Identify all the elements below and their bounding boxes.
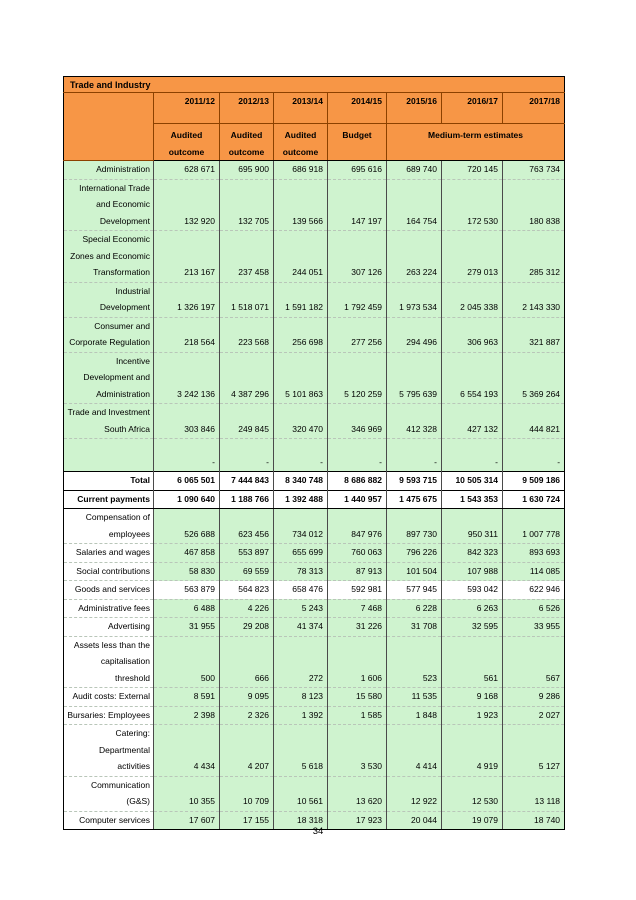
- year-header: 2014/15: [328, 93, 387, 124]
- cell-value: 279 013: [442, 231, 503, 283]
- cell-value: 8 591: [154, 688, 220, 707]
- cell-value: 666: [220, 636, 274, 688]
- cell-value: 950 311: [442, 509, 503, 544]
- row-label: Administration: [64, 161, 154, 180]
- table-title: Trade and Industry: [64, 77, 565, 93]
- cell-value: 5 618: [274, 725, 328, 777]
- cell-value: 9 168: [442, 688, 503, 707]
- cell-value: 720 145: [442, 161, 503, 180]
- cell-value: 29 208: [220, 618, 274, 637]
- cell-value: 218 564: [154, 317, 220, 352]
- cell-value: 1 188 766: [220, 490, 274, 509]
- cell-value: 32 595: [442, 618, 503, 637]
- table-row: [64, 161, 565, 180]
- cell-value: 10 505 314: [442, 472, 503, 491]
- table-row: [64, 562, 565, 581]
- cell-value: 1 606: [328, 636, 387, 688]
- cell-value: -: [387, 439, 442, 472]
- row-label: Current payments: [64, 490, 154, 509]
- row-label: Total: [64, 472, 154, 491]
- cell-value: 5 120 259: [328, 352, 387, 404]
- row-label: Consumer and Corporate Regulation: [64, 317, 154, 352]
- cell-value: 18 740: [503, 811, 565, 830]
- cell-value: 6 228: [387, 599, 442, 618]
- cell-value: 658 476: [274, 581, 328, 600]
- table-row: [64, 636, 565, 688]
- row-label: Goods and services: [64, 581, 154, 600]
- table-row: [64, 179, 565, 231]
- cell-value: 11 535: [387, 688, 442, 707]
- cell-value: 6 554 193: [442, 352, 503, 404]
- row-label: Bursaries: Employees: [64, 706, 154, 725]
- table-row: [64, 706, 565, 725]
- cell-value: 3 242 136: [154, 352, 220, 404]
- cell-value: 132 705: [220, 179, 274, 231]
- cell-value: 5 369 264: [503, 352, 565, 404]
- cell-value: 563 879: [154, 581, 220, 600]
- cell-value: 500: [154, 636, 220, 688]
- row-label: [64, 439, 154, 472]
- cell-value: 1 630 724: [503, 490, 565, 509]
- cell-value: 628 671: [154, 161, 220, 180]
- cell-value: 78 313: [274, 562, 328, 581]
- cell-value: 9 095: [220, 688, 274, 707]
- column-subheader: Budget: [328, 124, 387, 161]
- cell-value: 31 226: [328, 618, 387, 637]
- cell-value: 8 123: [274, 688, 328, 707]
- cell-value: 263 224: [387, 231, 442, 283]
- cell-value: 592 981: [328, 581, 387, 600]
- cell-value: 1 591 182: [274, 282, 328, 317]
- cell-value: 689 740: [387, 161, 442, 180]
- row-label: Salaries and wages: [64, 544, 154, 563]
- cell-value: 33 955: [503, 618, 565, 637]
- cell-value: 622 946: [503, 581, 565, 600]
- cell-value: 577 945: [387, 581, 442, 600]
- cell-value: 1 848: [387, 706, 442, 725]
- cell-value: 2 326: [220, 706, 274, 725]
- table-row: [64, 618, 565, 637]
- cell-value: 12 530: [442, 776, 503, 811]
- cell-value: 237 458: [220, 231, 274, 283]
- cell-value: 2 398: [154, 706, 220, 725]
- cell-value: 69 559: [220, 562, 274, 581]
- cell-value: 567: [503, 636, 565, 688]
- table-row: [64, 509, 565, 544]
- cell-value: 244 051: [274, 231, 328, 283]
- cell-value: 1 326 197: [154, 282, 220, 317]
- cell-value: 1 392 488: [274, 490, 328, 509]
- cell-value: 256 698: [274, 317, 328, 352]
- cell-value: 5 127: [503, 725, 565, 777]
- cell-value: 1 090 640: [154, 490, 220, 509]
- row-label: Assets less than the capitalisation threshold: [64, 636, 154, 688]
- cell-value: 4 919: [442, 725, 503, 777]
- year-header: 2011/12: [154, 93, 220, 124]
- cell-value: 686 918: [274, 161, 328, 180]
- cell-value: 8 340 748: [274, 472, 328, 491]
- year-header: 2015/16: [387, 93, 442, 124]
- cell-value: 172 530: [442, 179, 503, 231]
- year-header: 2016/17: [442, 93, 503, 124]
- cell-value: 346 969: [328, 404, 387, 439]
- row-label: Computer services: [64, 811, 154, 830]
- cell-value: 1 585: [328, 706, 387, 725]
- row-label: Administrative fees: [64, 599, 154, 618]
- cell-value: -: [154, 439, 220, 472]
- cell-value: 444 821: [503, 404, 565, 439]
- cell-value: 272: [274, 636, 328, 688]
- cell-value: 9 509 186: [503, 472, 565, 491]
- cell-value: 132 920: [154, 179, 220, 231]
- cell-value: 655 699: [274, 544, 328, 563]
- cell-value: 1 392: [274, 706, 328, 725]
- cell-value: 9 286: [503, 688, 565, 707]
- cell-value: 17 923: [328, 811, 387, 830]
- cell-value: 10 561: [274, 776, 328, 811]
- row-label: International Trade and Economic Development: [64, 179, 154, 231]
- cell-value: 87 913: [328, 562, 387, 581]
- cell-value: 1 543 353: [442, 490, 503, 509]
- cell-value: 6 263: [442, 599, 503, 618]
- cell-value: 12 922: [387, 776, 442, 811]
- cell-value: 734 012: [274, 509, 328, 544]
- cell-value: 10 709: [220, 776, 274, 811]
- cell-value: 13 118: [503, 776, 565, 811]
- cell-value: 285 312: [503, 231, 565, 283]
- row-label: Incentive Development and Administration: [64, 352, 154, 404]
- page-number: 34: [312, 826, 324, 837]
- row-label: Special Economic Zones and Economic Transformation: [64, 231, 154, 283]
- cell-value: 13 620: [328, 776, 387, 811]
- cell-value: 7 468: [328, 599, 387, 618]
- cell-value: -: [442, 439, 503, 472]
- cell-value: 523: [387, 636, 442, 688]
- table-row: [64, 725, 565, 777]
- cell-value: 3 530: [328, 725, 387, 777]
- cell-value: 147 197: [328, 179, 387, 231]
- cell-value: 564 823: [220, 581, 274, 600]
- cell-value: 695 900: [220, 161, 274, 180]
- table-row: [64, 490, 565, 509]
- cell-value: -: [328, 439, 387, 472]
- cell-value: 4 226: [220, 599, 274, 618]
- cell-value: 114 085: [503, 562, 565, 581]
- cell-value: 9 593 715: [387, 472, 442, 491]
- cell-value: 427 132: [442, 404, 503, 439]
- cell-value: 19 079: [442, 811, 503, 830]
- cell-value: 760 063: [328, 544, 387, 563]
- cell-value: 5 795 639: [387, 352, 442, 404]
- cell-value: 223 568: [220, 317, 274, 352]
- cell-value: 139 566: [274, 179, 328, 231]
- cell-value: 6 526: [503, 599, 565, 618]
- table-row: [64, 688, 565, 707]
- cell-value: 2 045 338: [442, 282, 503, 317]
- cell-value: 101 504: [387, 562, 442, 581]
- cell-value: 2 027: [503, 706, 565, 725]
- row-label: Audit costs: External: [64, 688, 154, 707]
- cell-value: 6 488: [154, 599, 220, 618]
- cell-value: 20 044: [387, 811, 442, 830]
- year-header: 2017/18: [503, 93, 565, 124]
- cell-value: 593 042: [442, 581, 503, 600]
- table-row: [64, 439, 565, 472]
- cell-value: 695 616: [328, 161, 387, 180]
- cell-value: 561: [442, 636, 503, 688]
- cell-value: 847 976: [328, 509, 387, 544]
- row-label: Social contributions: [64, 562, 154, 581]
- cell-value: 249 845: [220, 404, 274, 439]
- table-row: [64, 581, 565, 600]
- cell-value: 321 887: [503, 317, 565, 352]
- table-body: [64, 161, 565, 830]
- cell-value: 4 207: [220, 725, 274, 777]
- column-subheader: Audited outcome: [154, 124, 220, 161]
- cell-value: 213 167: [154, 231, 220, 283]
- cell-value: -: [220, 439, 274, 472]
- cell-value: 1 475 675: [387, 490, 442, 509]
- table-row: [64, 776, 565, 811]
- table-row: [64, 404, 565, 439]
- table-row: [64, 282, 565, 317]
- cell-value: 796 226: [387, 544, 442, 563]
- cell-value: 7 444 843: [220, 472, 274, 491]
- cell-value: 893 693: [503, 544, 565, 563]
- cell-value: 1 923: [442, 706, 503, 725]
- row-label: Communication (G&S): [64, 776, 154, 811]
- table-row: [64, 544, 565, 563]
- cell-value: 58 830: [154, 562, 220, 581]
- cell-value: 467 858: [154, 544, 220, 563]
- cell-value: 107 988: [442, 562, 503, 581]
- corner-cell: [64, 93, 154, 161]
- cell-value: -: [503, 439, 565, 472]
- year-header: 2013/14: [274, 93, 328, 124]
- cell-value: 10 355: [154, 776, 220, 811]
- cell-value: 320 470: [274, 404, 328, 439]
- cell-value: 842 323: [442, 544, 503, 563]
- cell-value: 41 374: [274, 618, 328, 637]
- column-subheader: Audited outcome: [220, 124, 274, 161]
- cell-value: 763 734: [503, 161, 565, 180]
- cell-value: 17 155: [220, 811, 274, 830]
- row-label: Advertising: [64, 618, 154, 637]
- cell-value: 897 730: [387, 509, 442, 544]
- cell-value: 1 792 459: [328, 282, 387, 317]
- cell-value: 5 101 863: [274, 352, 328, 404]
- cell-value: 412 328: [387, 404, 442, 439]
- cell-value: 5 243: [274, 599, 328, 618]
- table-row: [64, 317, 565, 352]
- cell-value: 6 065 501: [154, 472, 220, 491]
- year-header-row: [64, 93, 565, 124]
- row-label: Compensation of employees: [64, 509, 154, 544]
- column-subheader: Medium-term estimates: [387, 124, 565, 161]
- table-row: [64, 352, 565, 404]
- cell-value: 277 256: [328, 317, 387, 352]
- title-row: [64, 77, 565, 93]
- cell-value: 303 846: [154, 404, 220, 439]
- row-label: Industrial Development: [64, 282, 154, 317]
- cell-value: 164 754: [387, 179, 442, 231]
- cell-value: 2 143 330: [503, 282, 565, 317]
- cell-value: 1 518 071: [220, 282, 274, 317]
- year-header: 2012/13: [220, 93, 274, 124]
- cell-value: 4 434: [154, 725, 220, 777]
- cell-value: 18 318: [274, 811, 328, 830]
- cell-value: 180 838: [503, 179, 565, 231]
- cell-value: 553 897: [220, 544, 274, 563]
- column-subheader: Audited outcome: [274, 124, 328, 161]
- cell-value: 4 414: [387, 725, 442, 777]
- cell-value: 15 580: [328, 688, 387, 707]
- cell-value: 294 496: [387, 317, 442, 352]
- budget-table: [63, 76, 565, 830]
- cell-value: 1 007 778: [503, 509, 565, 544]
- cell-value: 31 955: [154, 618, 220, 637]
- cell-value: 1 973 534: [387, 282, 442, 317]
- cell-value: 31 708: [387, 618, 442, 637]
- cell-value: 1 440 957: [328, 490, 387, 509]
- cell-value: 17 607: [154, 811, 220, 830]
- table-row: [64, 472, 565, 491]
- cell-value: -: [274, 439, 328, 472]
- cell-value: 8 686 882: [328, 472, 387, 491]
- row-label: Catering: Departmental activities: [64, 725, 154, 777]
- cell-value: 623 456: [220, 509, 274, 544]
- cell-value: 526 688: [154, 509, 220, 544]
- cell-value: 306 963: [442, 317, 503, 352]
- cell-value: 307 126: [328, 231, 387, 283]
- table-row: [64, 231, 565, 283]
- row-label: Trade and Investment South Africa: [64, 404, 154, 439]
- cell-value: 4 387 296: [220, 352, 274, 404]
- table-row: [64, 599, 565, 618]
